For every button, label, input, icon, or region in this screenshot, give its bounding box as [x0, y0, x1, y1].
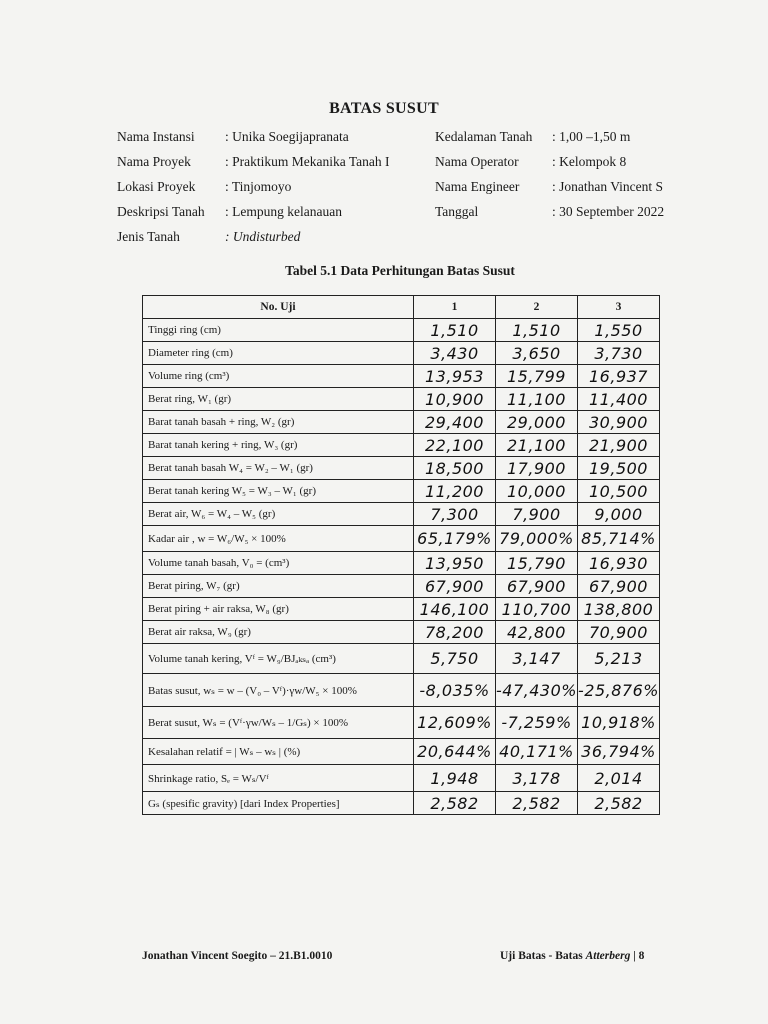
param-cell: Tinggi ring (cm) [143, 319, 414, 342]
value-cell: 9,000 [578, 503, 660, 526]
table-row [143, 792, 660, 815]
param-cell: Barat tanah kering + ring, W₃ (gr) [143, 434, 414, 457]
info-value: : Praktikum Mekanika Tanah I [225, 154, 390, 169]
value-cell: 17,900 [496, 457, 578, 480]
value-cell: 3,147 [496, 644, 578, 674]
footer-author: Jonathan Vincent Soegito – 21.B1.0010 [142, 950, 333, 962]
table-row [143, 388, 660, 411]
value-cell: 78,200 [414, 621, 496, 644]
value-cell: 10,900 [414, 388, 496, 411]
value-cell: 1,510 [496, 319, 578, 342]
value-cell: 15,790 [496, 552, 578, 575]
param-cell: Diameter ring (cm) [143, 342, 414, 365]
param-cell: Berat air, W₆ = W₄ – W₅ (gr) [143, 503, 414, 526]
footer-suffix: | 8 [630, 950, 645, 962]
param-cell: Gₛ (spesific gravity) [dari Index Properties] [143, 792, 414, 815]
value-cell: 79,000% [496, 526, 578, 552]
value-cell: 3,650 [496, 342, 578, 365]
info-label: Nama Proyek [117, 154, 191, 169]
param-cell: Berat ring, W₁ (gr) [143, 388, 414, 411]
param-cell: Berat air raksa, W₉ (gr) [143, 621, 414, 644]
value-cell: 10,000 [496, 480, 578, 503]
info-label: Tanggal [435, 204, 479, 219]
table-row [143, 365, 660, 388]
table-row [143, 765, 660, 792]
param-cell: Berat piring + air raksa, W₈ (gr) [143, 598, 414, 621]
param-cell: Barat tanah basah + ring, W₂ (gr) [143, 411, 414, 434]
value-cell: 42,800 [496, 621, 578, 644]
param-cell: Volume tanah basah, V₀ = (cm³) [143, 552, 414, 575]
value-cell: 12,609% [414, 707, 496, 739]
value-cell: 65,179% [414, 526, 496, 552]
value-cell: 1,510 [414, 319, 496, 342]
info-label: Jenis Tanah [117, 229, 180, 244]
value-cell: 30,900 [578, 411, 660, 434]
info-value: : Unika Soegijapranata [225, 129, 349, 144]
param-cell: Volume tanah kering, Vᶠ = W₉/BJₐₖₛₐ (cm³) [143, 644, 414, 674]
shrinkage-limit-table [142, 295, 660, 815]
table-row [143, 342, 660, 365]
table-row [143, 480, 660, 503]
table-row [143, 644, 660, 674]
param-cell: Volume ring (cm³) [143, 365, 414, 388]
value-cell: 22,100 [414, 434, 496, 457]
info-value: : Lempung kelanauan [225, 204, 342, 219]
value-cell: 67,900 [496, 575, 578, 598]
header-cell: 2 [496, 296, 578, 319]
table-header-row [143, 296, 660, 319]
value-cell: 2,582 [496, 792, 578, 815]
value-cell: 11,100 [496, 388, 578, 411]
value-cell: 67,900 [414, 575, 496, 598]
value-cell: 146,100 [414, 598, 496, 621]
param-cell: Kesalahan relatif = | Wₛ – wₛ | (%) [143, 739, 414, 765]
value-cell: 10,918% [578, 707, 660, 739]
info-value: : 1,00 –1,50 m [552, 129, 631, 144]
table-row [143, 411, 660, 434]
value-cell: 21,900 [578, 434, 660, 457]
value-cell: 19,500 [578, 457, 660, 480]
value-cell: -7,259% [496, 707, 578, 739]
value-cell: 85,714% [578, 526, 660, 552]
param-cell: Batas susut, wₛ = w – (V₀ – Vᶠ)·γw/W₅ × 100% [143, 674, 414, 707]
value-cell: -47,430% [496, 674, 578, 707]
value-cell: 20,644% [414, 739, 496, 765]
footer-italic: Atterberg [585, 950, 631, 962]
value-cell: 21,100 [496, 434, 578, 457]
table-row [143, 739, 660, 765]
value-cell: 5,213 [578, 644, 660, 674]
value-cell: 67,900 [578, 575, 660, 598]
header-cell: 3 [578, 296, 660, 319]
value-cell: 3,430 [414, 342, 496, 365]
value-cell: 29,000 [496, 411, 578, 434]
param-cell: Shrinkage ratio, Sₑ = Wₛ/Vᶠ [143, 765, 414, 792]
param-cell: Berat piring, W₇ (gr) [143, 575, 414, 598]
table-row [143, 552, 660, 575]
value-cell: 13,953 [414, 365, 496, 388]
footer-page [500, 950, 644, 962]
value-cell: 16,930 [578, 552, 660, 575]
info-label: Nama Engineer [435, 179, 520, 194]
value-cell: 11,200 [414, 480, 496, 503]
table-row [143, 434, 660, 457]
info-label: Kedalaman Tanah [435, 129, 533, 144]
info-value: : 30 September 2022 [552, 204, 665, 219]
table-row [143, 674, 660, 707]
value-cell: 29,400 [414, 411, 496, 434]
table-row [143, 457, 660, 480]
value-cell: 13,950 [414, 552, 496, 575]
info-value: : Undisturbed [225, 229, 301, 244]
value-cell: 36,794% [578, 739, 660, 765]
footer-prefix: Uji Batas - Batas [500, 950, 586, 962]
info-value: : Tinjomoyo [225, 179, 292, 194]
info-label: Lokasi Proyek [117, 179, 196, 194]
table-row [143, 575, 660, 598]
document-title: BATAS SUSUT [329, 100, 439, 117]
param-cell: Berat tanah basah W₄ = W₂ – W₁ (gr) [143, 457, 414, 480]
param-cell: Berat tanah kering W₅ = W₃ – W₁ (gr) [143, 480, 414, 503]
value-cell: 110,700 [496, 598, 578, 621]
info-value: : Jonathan Vincent S [552, 179, 664, 194]
value-cell: 2,014 [578, 765, 660, 792]
table-row [143, 503, 660, 526]
table-row [143, 621, 660, 644]
value-cell: 16,937 [578, 365, 660, 388]
table-row [143, 598, 660, 621]
value-cell: 7,900 [496, 503, 578, 526]
value-cell: 1,948 [414, 765, 496, 792]
value-cell: 2,582 [414, 792, 496, 815]
table-row [143, 526, 660, 552]
info-label: Deskripsi Tanah [117, 204, 205, 219]
value-cell: 2,582 [578, 792, 660, 815]
value-cell: 5,750 [414, 644, 496, 674]
value-cell: -25,876% [578, 674, 660, 707]
table-row [143, 707, 660, 739]
value-cell: 3,178 [496, 765, 578, 792]
value-cell: -8,035% [414, 674, 496, 707]
header-cell: 1 [414, 296, 496, 319]
value-cell: 15,799 [496, 365, 578, 388]
value-cell: 40,171% [496, 739, 578, 765]
table-row [143, 319, 660, 342]
param-cell: Berat susut, Wₛ = (Vᶠ·γw/Wₛ – 1/Gₛ) × 100% [143, 707, 414, 739]
value-cell: 138,800 [578, 598, 660, 621]
info-label: Nama Operator [435, 154, 519, 169]
param-cell: Kadar air , w = W₆/W₅ × 100% [143, 526, 414, 552]
table-caption: Tabel 5.1 Data Perhitungan Batas Susut [285, 263, 515, 278]
value-cell: 3,730 [578, 342, 660, 365]
info-label: Nama Instansi [117, 129, 195, 144]
value-cell: 7,300 [414, 503, 496, 526]
value-cell: 1,550 [578, 319, 660, 342]
value-cell: 18,500 [414, 457, 496, 480]
info-value: : Kelompok 8 [552, 154, 627, 169]
value-cell: 70,900 [578, 621, 660, 644]
header-cell: No. Uji [143, 296, 414, 319]
value-cell: 11,400 [578, 388, 660, 411]
value-cell: 10,500 [578, 480, 660, 503]
